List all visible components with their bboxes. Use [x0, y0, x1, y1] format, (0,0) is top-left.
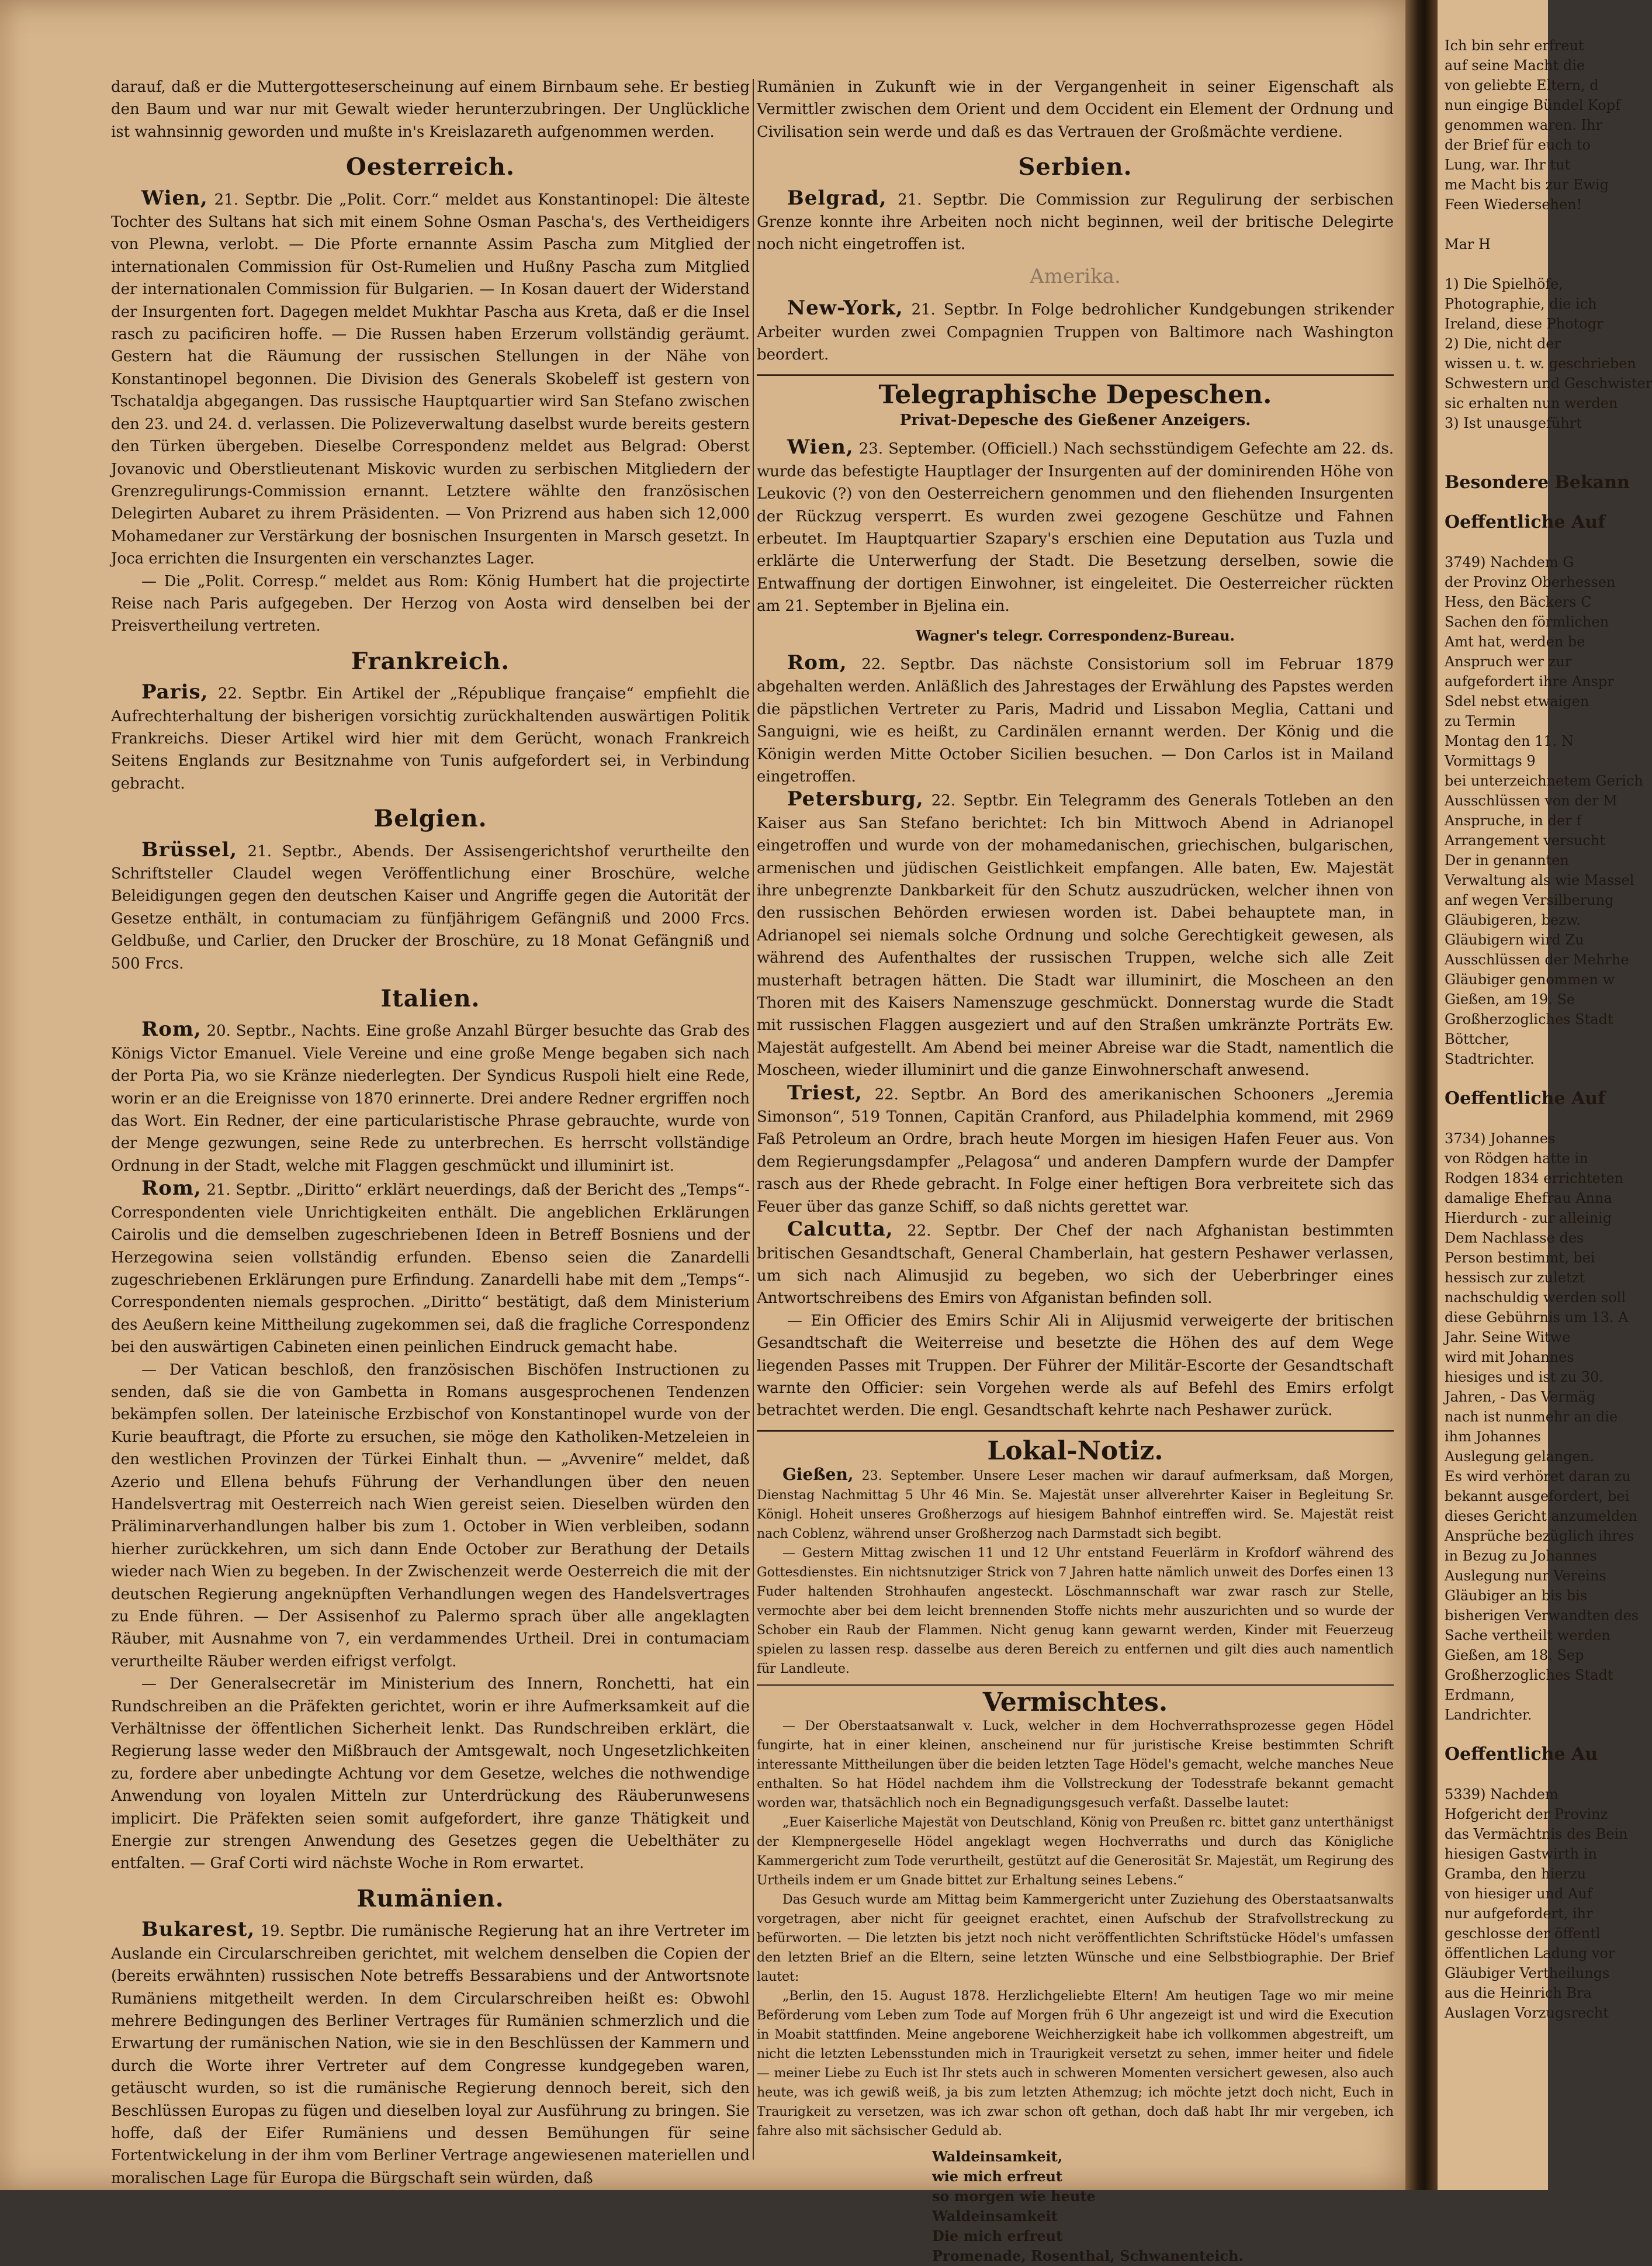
- adjacent-page-line: damalige Ehefrau Anna: [1445, 1190, 1612, 1206]
- intro-paragraph: darauf, daß er die Muttergotteserscheinung auf einem Birnbaum sehe. Er bestieg den Baum und war nur mit Gewalt wieder herunterzubringen. Der Unglückliche ist wahnsinnig geworden und mußte in's Kreislazareth aufgenommen werden.: [111, 78, 750, 141]
- adjacent-page-line: Auslagen Vorzugsrecht: [1445, 2005, 1609, 2021]
- adjacent-page-line: Verwaltung als wie Massel: [1445, 872, 1634, 888]
- adjacent-page-line: Photographie, die ich: [1445, 296, 1597, 312]
- adjacent-page-line: das Vermächtnis des Bein: [1445, 1826, 1628, 1842]
- article-text: 20. Septbr., Nachts. Eine große Anzahl Bürger besuchte das Grab des Königs Victor Emanuel. Viele Vereine und eine große Menge begaben sich nach der Porta Pia, wo sie Kränze niederlegten. Der Syndicus Ruspoli hielt eine Rede, worin er an die Ereignisse von 1870 erinnerte. Drei andere Redner ergriffen noch das Wort. Ein Redner, der eine particularistische Phrase gebrauchte, wurde von der Menge gezwungen, seine Rede zu unterbrechen. Es herrscht vollständige Ordnung in der Stadt, welche mit Flaggen geschmückt und illuminirt ist.: [111, 1022, 750, 1175]
- adjacent-page-line: Gießen, am 19. Se: [1445, 991, 1575, 1008]
- article-wien-telegram: [757, 436, 1394, 617]
- adjacent-page-line: Oeffentliche Auf: [1445, 512, 1605, 532]
- section-rule: [757, 1430, 1394, 1432]
- adjacent-page-line: aus die Heinrich Bra: [1445, 1985, 1592, 2001]
- section-rule: [757, 1684, 1394, 1686]
- adjacent-page-line: aufgefordert ihre Anspr: [1445, 673, 1614, 690]
- adjacent-page-line: nach ist nunmehr an die: [1445, 1409, 1618, 1425]
- article-paragraph: — Gestern Mittag zwischen 11 und 12 Uhr entstand Feuerlärm in Krofdorf während des Gottesdienstes. Ein nichtsnutziger Strick von 7 Jahren hatte nämlich unweit des Dorfes einen 13 Fuder haltenden Strohhaufen angesteckt. Löschmannschaft war zwar rasch zur Stelle, vermochte aber bei dem leicht brennenden Stoffe nichts mehr auszurichten und so wurde der Schober ein Raub der Flammen. Nicht genug kann gewarnt werden, Kinder mit Feuerzeug spielen zu lassen resp. dasselbe aus deren Bereich zu entfernen und gilt dies auch namentlich für Landleute.: [757, 1546, 1394, 1677]
- article-text: 22. Septbr. Der Chef der nach Afghanistan bestimmten britischen Gesandtschaft, General Chamberlain, hat gestern Peshawer verlassen, um sich nach Alimusjid zu begeben, wo sich der Ueberbringer eines Antwortschreibens des Emirs von Afganistan befinden soll.: [757, 1222, 1394, 1307]
- adjacent-page-line: der Brief für euch to: [1445, 137, 1591, 153]
- dateline-place: New-York,: [787, 296, 903, 320]
- article-triest: [757, 1082, 1394, 1218]
- adjacent-page-line: Gläubiger Vertheilungs: [1445, 1965, 1610, 1981]
- article-text: 21. Septbr. In Folge bedrohlicher Kundgebungen strikender Arbeiter wurden zwei Compagnien Truppen von Baltimore nach Washington beordert.: [757, 301, 1394, 364]
- adjacent-page-line: Hess, den Bäckers C: [1445, 594, 1592, 610]
- dateline-place: Bukarest,: [141, 1918, 255, 1942]
- section-heading-vermischtes: Vermischtes.: [982, 1687, 1168, 1718]
- adjacent-page-line: bekannt ausgefordert, bei: [1445, 1488, 1630, 1504]
- adjacent-page-line: Montag den 11. N: [1445, 733, 1574, 749]
- article-paris: [111, 681, 750, 795]
- dateline-place: Belgrad,: [787, 186, 887, 210]
- adjacent-page-line: Jahr. Seine Witwe: [1445, 1329, 1571, 1345]
- adjacent-page-line: in Bezug zu Johannes: [1445, 1548, 1597, 1564]
- column-divider: [753, 79, 754, 2160]
- adjacent-page-line: Dem Nachlasse des: [1445, 1230, 1584, 1246]
- adjacent-page-line: nur aufgefordert, ihr: [1445, 1905, 1593, 1922]
- adjacent-page-line: bei unterzeichnetem Gerich: [1445, 773, 1643, 789]
- article-paragraph: — Ein Officier des Emirs Schir Ali in Alijusmid verweigerte der britischen Gesandtschaft die Weiterreise und besetzte die Höhen des auf dem Wege liegenden Passes mit Truppen. Der Führer der Militär-Escorte der Gesandtschaft warnte den Officier: sein Vorgehen werde als auf Befehl des Emirs erfolgt betrachtet werden. Die engl. Gesandtschaft kehrte nach Peshawer zurück.: [757, 1312, 1394, 1420]
- book-gutter: [1405, 0, 1438, 2190]
- adjacent-page-line: Hierdurch - zur alleinig: [1445, 1210, 1612, 1226]
- article-paragraph: — Die „Polit. Corresp.“ meldet aus Rom: König Humbert hat die projectirte Reise nach Paris aufgegeben. Der Herzog von Aosta wird denselben bei der Preisvertheilung vertreten.: [111, 572, 750, 635]
- dateline-place: Wien,: [787, 435, 854, 459]
- adjacent-page-line: Ireland, diese Photogr: [1445, 316, 1603, 332]
- adjacent-page-line: von geliebte Eltern, d: [1445, 77, 1599, 94]
- adjacent-page-line: 2) Die, nicht der: [1445, 335, 1561, 352]
- adjacent-page-line: Besondere Bekann: [1445, 472, 1630, 493]
- adjacent-page-line: diese Gebührnis um 13. A: [1445, 1309, 1629, 1326]
- adjacent-page-line: Sache vertheilt werden: [1445, 1627, 1611, 1644]
- adjacent-page-line: Schwestern und Geschwister: [1445, 375, 1652, 392]
- left-column: [111, 76, 750, 2187]
- right-column: [757, 76, 1394, 2264]
- adjacent-page-line: Auslegung nur Vereins: [1445, 1568, 1606, 1584]
- adjacent-page-line: hiesigen Gastwirth in: [1445, 1846, 1597, 1862]
- vermischtes-block: [757, 1717, 1394, 2266]
- adjacent-page-line: 5339) Nachdem: [1445, 1786, 1559, 1803]
- adjacent-page-line: Gläubiger genommen w: [1445, 971, 1615, 988]
- adjacent-page-line: Sachen den förmlichen: [1445, 614, 1609, 630]
- adjacent-page-line: Gläubigeren, bezw.: [1445, 912, 1581, 928]
- section-heading-amerika: Amerika.: [1030, 264, 1121, 288]
- dateline-place: Paris,: [141, 680, 209, 704]
- article-paragraph: Das Gesuch wurde am Mittag beim Kammergericht unter Zuziehung des Oberstaatsanwalts vorgetragen, aber nicht für geeignet erachtet, einen Aufschub der Strafvollstreckung zu befürworten. — Die letzten bis jetzt noch nicht veröffentlichten Schriftstücke Hödel's umfassen den letzten Brief an die Eltern, seine letzten Wünsche und eine Selbstbiographie. Der Brief lautet:: [757, 1892, 1394, 1984]
- article-paragraph: — Der Oberstaatsanwalt v. Luck, welcher in dem Hochverrathsprozesse gegen Hödel fungirte, hat in einer kleinen, anscheinend nur für juristische Kreise bestimmten Schrift interessante Mittheilungen über die beiden letzten Tage Hödel's gemacht, welche manches Neue enthalten. So hat Hödel nachdem ihm die Vollstreckung der Todesstrafe bekannt gemacht worden war, thatsächlich noch ein Begnadigungsgesuch verfaßt. Dasselbe lautet:: [757, 1718, 1394, 1811]
- adjacent-page-line: nachschuldig werden soll: [1445, 1289, 1626, 1306]
- adjacent-page-line: von Rödgen hatte in: [1445, 1150, 1588, 1167]
- section-heading-serbien: Serbien.: [1018, 153, 1132, 181]
- article-paragraph: — Der Vatican beschloß, den französischen Bischöfen Instructionen zu senden, daß sie die von Gambetta in Romans ausgesprochenen Tendenzen bekämpfen sollen. Der lateinische Erzbischof von Konstantinopel wurde von der Kurie beauftragt, die Pforte zu ersuchen, sie möge den Katholiken-Metzeleien in den westlichen Provinzen der Türkei Einhalt thun. — „Avvenire“ meldet, daß Azerio und Ellena behufs Führung der Verhandlungen über den neuen Handelsvertrag mit Oesterreich nach Wien gereist seien. Dieselben würden den Präliminarverhandlungen halber bis zum 1. October in Wien verbleiben, sodann hierher zurückkehren, um sich dann Ende October zur Berathung der Details wieder nach Wien zu begeben. In der Zwischenzeit werde Oesterreich die mit der deutschen Regierung angeknüpften Verhandlungen wegen des Handelsvertrages zu Ende führen. — Der Assisenhof zu Palermo sprach über alle angeklagten Räuber, mit Ausnahme von 7, ein verdammendes Urtheil. Drei in contumaciam verurtheilte Räuber werden eifrigst verfolgt.: [111, 1361, 750, 1670]
- adjacent-page-line: wird mit Johannes: [1445, 1349, 1574, 1365]
- adjacent-page-line: dieses Gericht anzumelden: [1445, 1508, 1637, 1524]
- dateline-place: Petersburg,: [787, 787, 924, 811]
- adjacent-page-line: Gläubigern wird Zu: [1445, 932, 1584, 948]
- adjacent-page-line: anf wegen Versilberung: [1445, 892, 1614, 908]
- dateline-place: Calcutta,: [787, 1217, 893, 1241]
- dateline-place: Brüssel,: [141, 838, 238, 862]
- article-rom-telegram: [757, 652, 1394, 788]
- article-newyork: [757, 297, 1394, 366]
- article-text: 22. Septbr. Das nächste Consistorium soll im Februar 1879 abgehalten werden. Anläßlich des Jahrestages der Erwählung des Papstes werden die päpstlichen Vertreter zu Paris, Madrid und Lissabon Meglia, Cattani und Sanguigni, wie es heißt, zu Cardinälen ernannt werden. Der König und die Königin werden Mitte October Sicilien besuchen. — Don Carlos ist in Mailand eingetroffen.: [757, 655, 1394, 786]
- section-heading-rumaenien: Rumänien.: [356, 1884, 504, 1912]
- article-paragraph: „Euer Kaiserliche Majestät von Deutschland, König von Preußen rc. bittet ganz unterthänigst der Klempnergeselle Hödel angeklagt wegen Hochverraths und durch das Königliche Kammergericht zum Tode verurtheilt, gestützt auf die Generosität Sr. Majestät, um Regirung des Urtheils indem er um Gnade bittet zur Erhaltung seines Lebens.“: [757, 1815, 1394, 1888]
- article-text: 19. Septbr. Die rumänische Regierung hat an ihre Vertreter im Auslande ein Circularschreiben gerichtet, mit welchem denselben die Copien der (bereits erwähnten) russischen Note betreffs Bessarabiens und der Antwortsnote Rumäniens mitgetheilt werden. In dem Circularschreiben heißt es: Obwohl mehrere Bedingungen des Berliner Vertrages für Rumänien schmerzlich und die Erwartung der rumänischen Nation, wie sie in den Beschlüssen der Kammern und durch die Worte ihrer Vertreter auf dem Congresse kundgegeben waren, getäuscht wurden, so ist die rumänische Regierung dennoch bereit, sich den Beschlüssen Europas zu fügen und dieselben loyal zur Ausführung zu bringen. Sie hoffe, daß der Eifer Rumäniens und dessen Bemühungen für seine Fortentwickelung in der ihm vom Berliner Vertrage angewiesenen materiellen und moralischen Lage für Europa die Bürgschaft sein würden, daß: [111, 1922, 750, 2187]
- continuation-paragraph: Rumänien in Zukunft wie in der Vergangenheit in seiner Eigenschaft als Vermittler zwischen dem Orient und dem Occident ein Element der Ordnung und Civilisation sein werde und daß es das Vertrauen der Großmächte verdiene.: [757, 78, 1394, 141]
- article-text: 23. September. (Officiell.) Nach sechsstündigem Gefechte am 22. ds. wurde das befestigte Hauptlager der Insurgenten auf der dominirenden Höhe von Leukovic (?) von den Oesterreichern genommen und den fliehenden Insurgenten der Rückzug versperrt. Es wurden zwei gezogene Geschütze und Fahnen erbeutet. Im Hauptquartier Szapary's erschien eine Deputation aus Tuzla und erklärte die Unterwerfung der Stadt. Die Besetzung derselben, sowie die Entwaffnung der dortigen Einwohner, ist eingeleitet. Die Oesterreicher rückten am 21. September in Bjelina ein.: [757, 440, 1394, 615]
- adjacent-page-line: Lung, war. Ihr tut: [1445, 157, 1571, 173]
- article-rom-2: [111, 1177, 750, 1358]
- adjacent-page-line: öffentlichen Ladung vor: [1445, 1945, 1615, 1961]
- adjacent-page-line: Hofgericht der Provinz: [1445, 1806, 1608, 1822]
- section-heading-frankreich: Frankreich.: [351, 647, 510, 675]
- poem-line: Promenade, Rosenthal, Schwanenteich.: [932, 2247, 1244, 2264]
- section-rule: [757, 374, 1394, 376]
- section-subheading: Privat-Depesche des Gießener Anzeigers.: [899, 411, 1251, 429]
- adjacent-page-line: 3749) Nachdem G: [1445, 554, 1574, 570]
- adjacent-page-line: hessisch zur zuletzt: [1445, 1269, 1585, 1286]
- adjacent-page-line: ihm Johannes: [1445, 1428, 1541, 1445]
- article-calcutta: [757, 1218, 1394, 1310]
- section-heading-telegraph: Telegraphische Depeschen.: [878, 380, 1272, 410]
- dateline-place: Rom,: [141, 1177, 202, 1201]
- adjacent-page-line: Ausschlüssen der Mehrhe: [1445, 952, 1629, 968]
- adjacent-page: [1438, 0, 1652, 2190]
- adjacent-page-line: Großherzogliches Stadt: [1445, 1011, 1613, 1028]
- section-heading-oesterreich: Oesterreich.: [346, 153, 515, 181]
- adjacent-page-line: Anspruch wer zur: [1445, 653, 1572, 670]
- adjacent-page-line: Ausschlüssen von der M: [1445, 793, 1618, 809]
- adjacent-page-line: sic erhalten nun werden: [1445, 395, 1618, 411]
- adjacent-page-line: der Provinz Oberhessen: [1445, 574, 1616, 590]
- dateline-place: Wien,: [141, 186, 208, 210]
- dateline-place: Rom,: [787, 651, 847, 674]
- adjacent-page-line: Rodgen 1834 errichteten: [1445, 1170, 1624, 1186]
- article-wien: [111, 187, 750, 570]
- article-text: 23. September. Unsere Leser machen wir darauf aufmerksam, daß Morgen, Dienstag Nachmittag 5 Uhr 46 Min. Se. Majestät unser allverehrter Kaiser in Begleitung Sr. Königl. Hoheit unseres Großherzogs auf hiesigem Bahnhof eintreffen wird. Se. Majestät reist nach Coblenz, während unser Großherzog nach Darmstadt sich begibt.: [757, 1469, 1394, 1542]
- poem-line: Waldeinsamkeit: [932, 2207, 1058, 2225]
- adjacent-page-line: genommen waren. Ihr: [1445, 117, 1602, 133]
- adjacent-page-line: me Macht bis zur Ewig: [1445, 177, 1609, 193]
- adjacent-page-line: Vormittags 9: [1445, 753, 1536, 769]
- adjacent-page-line: hiesiges und ist zu 30.: [1445, 1369, 1603, 1385]
- article-text: 22. Septbr. An Bord des amerikanischen Schooners „Jeremia Simonson“, 519 Tonnen, Capitän Cranford, aus Philadelphia kommend, mit 2969 Faß Petroleum an Ordre, brach heute Morgen im hiesigen Hafen Feuer aus. Von dem Regierungsdampfer „Pelagosa“ und anderen Dampfern wurde der Dampfer rasch aus der Rhede gebracht. In Folge einer heftigen Bora verbreitete sich das Feuer über das ganze Schiff, so daß nichts gerettet war.: [757, 1085, 1394, 1216]
- adjacent-page-line: Erdmann,: [1445, 1687, 1515, 1703]
- adjacent-page-line: Gramba, den hierzu: [1445, 1866, 1587, 1882]
- poem-line: so morgen wie heute: [932, 2187, 1096, 2205]
- adjacent-page-line: Anspruche, in der f: [1445, 812, 1582, 829]
- poem-line: Waldeinsamkeit,: [932, 2147, 1063, 2165]
- article-bukarest: [111, 1918, 750, 2189]
- adjacent-page-line: Gießen, am 18. Sep: [1445, 1647, 1584, 1663]
- article-text: 22. Septbr. Ein Artikel der „République française“ empfiehlt die Aufrechterhaltung der bisherigen vorsichtig zurückhaltenden auswärtigen Politik Frankreichs. Dieser Artikel wird hier mit dem Gerücht, wonach Frankreich Seitens Englands zur Besitznahme von Tunis aufgefordert sei, in Verbindung gebracht.: [111, 685, 750, 793]
- dateline-place: Gießen,: [782, 1465, 854, 1485]
- article-text: 21. Septbr. „Diritto“ erklärt neuerdings, daß der Bericht des „Temps“-Correspondenten viele Unrichtigkeiten enthält. Die angeblichen Erklärungen Cairolis und die demselben zugeschriebenen Ideen in Betreff Bosniens und der Herzegowina seien vollständig erfunden. Ebenso seien die Zanardelli zugeschriebenen Erklärungen pure Erfindung. Zanardelli habe mit dem „Temps“-Correspondenten niemals gesprochen. „Diritto“ bestätigt, daß dem Ministerium des Aeußern keine Mittheilung zugekommen sei, daß die fragliche Correspondenz bei den auswärtigen Cabineten einen peinlichen Eindruck gemacht habe.: [111, 1181, 750, 1357]
- adjacent-page-line: geschlosse der öffentl: [1445, 1925, 1601, 1942]
- dateline-place: Rom,: [141, 1018, 202, 1042]
- adjacent-page-line: Auslegung gelangen.: [1445, 1448, 1594, 1465]
- adjacent-page-line: Amt hat, werden be: [1445, 634, 1585, 650]
- adjacent-page-line: Feen Wiedersehen!: [1445, 196, 1582, 213]
- adjacent-page-line: 3734) Johannes: [1445, 1130, 1556, 1147]
- adjacent-page-line: nun eingige Bündel Kopf: [1445, 97, 1620, 113]
- adjacent-page-line: Gläubiger an bis bis: [1445, 1587, 1588, 1604]
- adjacent-page-line: Der in genannten: [1445, 852, 1569, 869]
- adjacent-page-line: Landrichter.: [1445, 1707, 1532, 1723]
- adjacent-page-line: Mar H: [1445, 236, 1491, 252]
- adjacent-page-line: bisherigen Verwandten des: [1445, 1607, 1639, 1624]
- adjacent-page-line: Oeffentliche Auf: [1445, 1088, 1605, 1109]
- adjacent-page-line: Großherzogliches Stadt: [1445, 1667, 1613, 1683]
- adjacent-page-line: Es wird verhöret daran zu: [1445, 1468, 1631, 1485]
- adjacent-page-line: 1) Die Spielhöfe,: [1445, 276, 1563, 292]
- adjacent-page-line: Jahren, - Das Vermäg: [1445, 1389, 1596, 1405]
- adjacent-page-line: auf seine Macht die: [1445, 57, 1585, 74]
- article-text: 21. Septbr. Die Commission zur Regulirung der serbischen Grenze konnte ihre Arbeiten noch nicht beginnen, weil der britische Delegirte noch nicht eingetroffen ist.: [757, 191, 1394, 254]
- section-heading-italien: Italien.: [380, 985, 480, 1013]
- adjacent-page-line: 3) Ist unausgeführt: [1445, 415, 1582, 431]
- poem-line: Die mich erfreut: [932, 2227, 1063, 2244]
- poem: [932, 2147, 1394, 2266]
- adjacent-page-line: Arrangement versucht: [1445, 832, 1605, 849]
- section-heading-lokal: Lokal-Notiz.: [987, 1435, 1163, 1466]
- adjacent-page-line: Ansprüche bezüglich ihres: [1445, 1528, 1634, 1544]
- section-heading-belgien: Belgien.: [373, 805, 487, 833]
- article-petersburg: [757, 788, 1394, 1081]
- article-paragraph: — Der Generalsecretär im Ministerium des Innern, Ronchetti, hat ein Rundschreiben an die Präfekten gerichtet, worin er ihre Aufmerksamkeit auf die Verhältnisse der öffentlichen Sicherheit lenkt. Das Rundschreiben erklärt, die Regierung lasse weder den Mißbrauch der Amtsgewalt, noch Ungesetzlichkeiten zu, fordere aber unbedingte Achtung vor dem Gesetze, welches die nothwendige Anwendung von loyalen Mitteln zur Unterdrückung des Räuberunwesens implicirt. Die Präfekten seien somit aufgefordert, ihre ganze Thätigkeit und Energie zur strengen Anwendung des Gesetzes gegen die Uebelthäter zu entfalten. — Graf Corti wird nächste Woche in Rom erwartet.: [111, 1675, 750, 1873]
- article-text: 22. Septbr. Ein Telegramm des Generals Totleben an den Kaiser aus San Stefano berichtet: Ich bin Mittwoch Abend in Adrianopel eingetroffen und wurde von der mohamedanischen, griechischen, bulgarischen, armenischen und jüdischen Geistlichkeit empfangen. Alle baten, Ew. Majestät ihre unbegrenzte Dankbarkeit für den Schutz auszudrücken, welcher ihnen von den russischen Behörden erwiesen worden ist. Dabei behauptete man, in Adrianopel sei niemals solche Ordnung und solche Gerechtigkeit gewesen, als während des Aufenthaltes der russischen Truppen, welche sich alle Zeit musterhaft betragen hätten. Die Stadt war illuminirt, die Moscheen an den Thoren mit des Kaisers Namenszuge geschmückt. Donnerstag wurde die Stadt mit russischen Flaggen ausgeziert und auf den Straßen umkränzte Porträts Ew. Majestät aufgestellt. Am Abend bei meiner Abreise war die Stadt, namentlich die Moscheen, wieder illuminirt und die ganze Einwohnerschaft anwesend.: [757, 792, 1394, 1080]
- article-belgrad: [757, 187, 1394, 256]
- article-text: 21. Septbr., Abends. Der Assisengerichtshof verurtheilte den Schriftsteller Claudel wegen Veröffentlichung einer Broschüre, welche Beleidigungen gegen den deutschen Kaiser und Angriffe gegen die Autorität der Gesetze enthält, in contumaciam zu fünfjährigem Gefängniß und 2000 Frcs. Geldbuße, und Carlier, den Drucker der Broschüre, zu 18 Monat Gefängniß und 500 Frcs.: [111, 842, 750, 973]
- adjacent-page-line: von hiesiger und Auf: [1445, 1886, 1592, 1902]
- lokal-block: [757, 1465, 1394, 1679]
- dateline-place: Triest,: [787, 1081, 863, 1105]
- article-bruessel: [111, 839, 750, 975]
- article-giessen: [757, 1465, 1394, 1544]
- adjacent-page-line: Oeffentliche Au: [1445, 1744, 1598, 1765]
- adjacent-page-line: Person bestimmt, bei: [1445, 1250, 1595, 1266]
- article-text: 21. Septbr. Die „Polit. Corr.“ meldet aus Konstantinopel: Die älteste Tochter des Sultans hat sich mit einem Sohne Osman Pascha's, des Vertheidigers von Plewna, verlobt. — Die Pforte ernannte Assim Pascha zum Mitglied der internationalen Commission für Ost-Rumelien und Hußny Pascha zum Mitglied der internationalen Commission für Bulgarien. — In Kosan dauert der Widerstand der Insurgenten fort. Dagegen meldet Mukhtar Pascha aus Kreta, daß er die Insel rasch zu pacificiren hoffe. — Die Russen haben Erzerum vollständig geräumt. Gestern hat die Räumung der russischen Stellungen in der Nähe von Konstantinopel begonnen. Die Division des Generals Skobeleff ist gestern von Tschataldja abgegangen. Das russische Hauptquartier wird San Stefano zwischen den 23. und 24. d. verlassen. Die Polizeverwaltung daselbst wurde bereits gestern den Türken übergeben. Dieselbe Correspondenz meldet aus Belgrad: Oberst Jovanovic und Oberstlieutenant Miskovic wurden zu serbischen Mitgliedern der Grenzregulirungs-Commission ernannt. Letztere wählte den französischen Delegirten Aubaret zu ihrem Präsidenten. — Von Prizrend aus haben sich 12,000 Mohamedaner zur Verstärkung der bosnischen Insurgenten in Marsch gesetzt. In Joca errichten die Insurgenten ein verschanztes Lager.: [111, 191, 750, 568]
- article-rom-1: [111, 1018, 750, 1177]
- adjacent-page-line: Stadtrichter.: [1445, 1051, 1535, 1067]
- poem-line: wie mich erfreut: [932, 2167, 1063, 2185]
- adjacent-page-line: Böttcher,: [1445, 1031, 1509, 1047]
- adjacent-page-line: zu Termin: [1445, 713, 1516, 729]
- agency-heading: Wagner's telegr. Correspondenz-Bureau.: [916, 627, 1235, 644]
- adjacent-page-line: Sdel nebst etwaigen: [1445, 693, 1589, 710]
- adjacent-page-line: wissen u. t. w. geschrieben: [1445, 355, 1636, 372]
- adjacent-page-line: Ich bin sehr erfreut: [1445, 37, 1584, 54]
- article-paragraph: „Berlin, den 15. August 1878. Herzlichgeliebte Eltern! Am heutigen Tage wo mir meine Beförderung vom Leben zum Tode auf Morgen früh 6 Uhr angezeigt ist und wird die Execution in Moabit stattfinden. Meine angeborene Weichherzigkeit habe ich vollkommen abgestreift, um nicht die letzten Lebensstunden mich in Traurigkeit versetzt zu sehen, immer heiter und fidele — meiner Liebe zu Euch ist Ihr stets auch in schweren Momenten versichert gewesen, also auch heute, was ich gewiß weiß, ja bis zum letzten Athemzug; ich möchte jetzt doch nicht, Euch in Traurigkeit zu versetzen, was ich zwar schon oft gethan, doch daß habt Ihr mir vergeben, ich fahre also mit sächsischer Geduld ab.: [757, 1988, 1394, 2139]
